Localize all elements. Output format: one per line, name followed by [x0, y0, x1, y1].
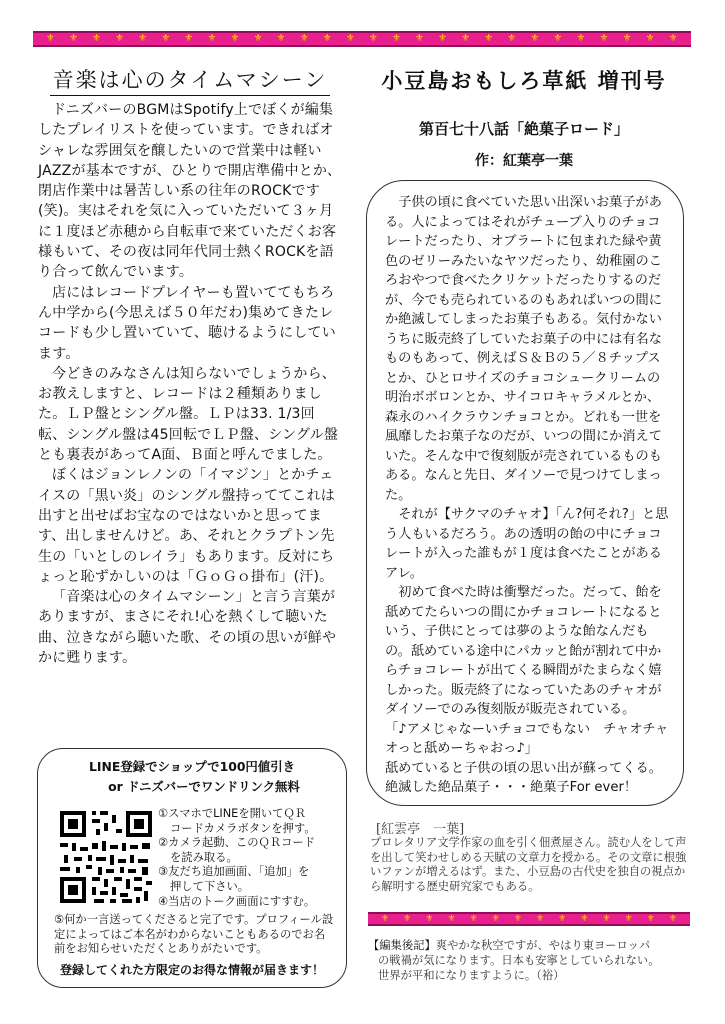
line-steps [158, 807, 338, 909]
story-paragraph-5: 舐めていると子供の頃の思い出が蘇ってくる。絶滅した絶品菓子・・・絶菓子For ever！ [385, 760, 662, 795]
episode-title: 第百七十八話「絶菓子ロード」 [418, 120, 629, 138]
story-box [366, 180, 684, 806]
notes-line-3: 世界が平和になりますように。（裕） [378, 969, 565, 982]
qr-code[interactable] [58, 809, 154, 905]
line-registration-box [37, 748, 347, 988]
left-paragraph-3: 今どきのみなさんは知らないでしょうから、お教えしますと、レコードは２種類ありました。ＬＰ盤とシングル盤。ＬＰは33. 1/3回転、シングル盤は45回転でＬＰ盤、シングル盤とも裏表があってA面、Ｂ面と呼んでました。 [38, 365, 339, 464]
step-2: ②カメラ起動、このＱＲコード [158, 836, 316, 850]
step-1: ①スマホでLINEを開いてＱＲ [158, 807, 307, 820]
profile-heading: [紅雲亭 一葉] [376, 822, 465, 837]
step-4: ④当店のトーク画面にすすむ。 [158, 894, 316, 908]
line-footnote: ⑤何か一言送ってくださると完了です。プロフィール設定によってはご本名がわからないこともあるのでお名前をお知らせいただくとありがたいです。 [54, 913, 334, 956]
story-paragraph-4: 「♪アメじゃなーいチョコでもない チャオチャオっと舐めーちゃおっ♪」 [385, 721, 669, 756]
profile-body: プロレタリア文学作家の血を引く佃煮屋さん。読む人をして声を出して笑わせしめる天賦の文章力を授かる。その文章に根強いファンが増えるはず。また、小豆島の古代史を独自の視点から解明する歴史研究家でもある。 [370, 836, 687, 893]
left-article-body [38, 100, 343, 668]
notes-line-1: 爽やかな秋空ですが、やはり東ヨーロッパ [435, 939, 651, 952]
author-line: 作：紅葉亭一葉 [475, 153, 573, 169]
left-paragraph-2: 店にはレコードプレイヤーも置いててもちろん中学から(今思えば５０年だわ)集めてきたレコードも少し置いていて、聴けるようにしています。 [38, 284, 336, 362]
left-paragraph-4: ぼくはジョンレノンの「イマジン」とかチェイスの「黒い炎」のシングル盤持っててこれは出すと出せばお宝なのではないかと思ってます、出しませんけど。あ、それとクラプトン先生の「いとしのレイラ」もあります。反対にちょっと恥ずかしいのは「ＧｏＧｏ掛布」(汗)。 [38, 467, 336, 585]
step-3: ③友だち追加画面、「追加」を [158, 865, 310, 879]
step-3-cont: 押して下さい。 [170, 879, 250, 893]
right-article-title: 小豆島おもしろ草紙 増刊号 [381, 69, 667, 93]
left-article-title: 音楽は心のタイムマシーン [50, 66, 330, 96]
step-1-cont: コードカメラボタンを押す。 [170, 821, 316, 835]
line-headline-2: or ドニズバーでワンドリンク無料 [108, 779, 300, 794]
left-paragraph-1: ドニズバーのBGMはSpotify上でぼくが編集したプレイリストを使っています。できればオシャレな雰囲気を醸したいので営業中は軽いJAZZが基本ですが、ひとりで開店準備中とか、閉店作業中は暑苦しい系の往年のROCKです(笑)。実はそれを気に入っていただいて３ヶ月に１度ほど赤穂から自転車で来ていただくお客様もいて、その夜は同年代同士熱くROCKを語り合って飲んでいます。 [38, 102, 342, 281]
top-decorative-banner: ⚜ ⚜ ⚜ ⚜ ⚜ ⚜ ⚜ ⚜ ⚜ ⚜ ⚜ ⚜ ⚜ ⚜ ⚜ ⚜ ⚜ ⚜ ⚜ ⚜ ⚜ ⚜ ⚜ ⚜ ⚜ ⚜ ⚜ ⚜ [33, 31, 691, 47]
line-headline-1: LINE登録でショップで100円値引き [88, 759, 295, 774]
editor-notes [368, 938, 694, 983]
story-paragraph-3: 初めて食べた時は衝撃だった。だって、飴を舐めてたらいつの間にかチョコレートになるという、子供にとっては夢のような飴なんだもの。舐めている途中にパカッと飴が割れて中からチョコレートが出てくる瞬間がたまらなく嬉しかった。販売終了になっていたあのチャオがダイソーでのみ復刻版が販売されている。 [385, 585, 662, 717]
line-closing: 登録してくれた方限定のお得な情報が届きます！ [59, 963, 324, 977]
bottom-decorative-banner: ⚜ ⚜ ⚜ ⚜ ⚜ ⚜ ⚜ ⚜ ⚜ ⚜ ⚜ ⚜ ⚜ ⚜ [368, 912, 690, 926]
step-2-cont: を読み取る。 [170, 850, 238, 864]
left-paragraph-5: 「音楽は心のタイムマシーン」と言う言葉がありますが、まさにそれ!心を熱くして聴いた曲、泣きながら聴いた歌、その頃の思いが鮮やかに甦ります。 [38, 589, 337, 667]
story-paragraph-2: それが【サクマのチャオ】「ん?何それ?」と思う人もいるだろう。あの透明の飴の中にチョコレートが入った誰もが１度は食べたことがあるアレ。 [385, 507, 669, 581]
notes-line-2: の戦禍が気になります。日本も安寧としていられない。 [378, 954, 660, 967]
notes-lead: 【編集後記】 [368, 939, 436, 952]
qr-code-graphic [58, 809, 154, 905]
story-paragraph-1: 子供の頃に食べていた思い出深いお菓子がある。人によってはそれがチューブ入りのチョコレートだったり、オブラートに包まれた緑や黄色のゼリーみたいなヤツだったり、幼稚園のころおやつで食べたクリケットだったりするのだが、今でも売られているのもあればいつの間にか絶滅してしまったお菓子もある。気付かないうちに販売終了していたお菓子の中には有名なものもあって、例えばＳ＆Ｂの５／８チップスとか、ひとロサイズのチョコシュークリームの明治ボボロンとか、サイコロキャラメルとか、森永のハイクラウンチョコとか。どれも一世を風靡したお菓子なのだが、いつの間にか消えていた。そんな中で復刻版が売されているものもある。なんと先日、ダイソーで見つけてしまった。 [385, 195, 662, 503]
